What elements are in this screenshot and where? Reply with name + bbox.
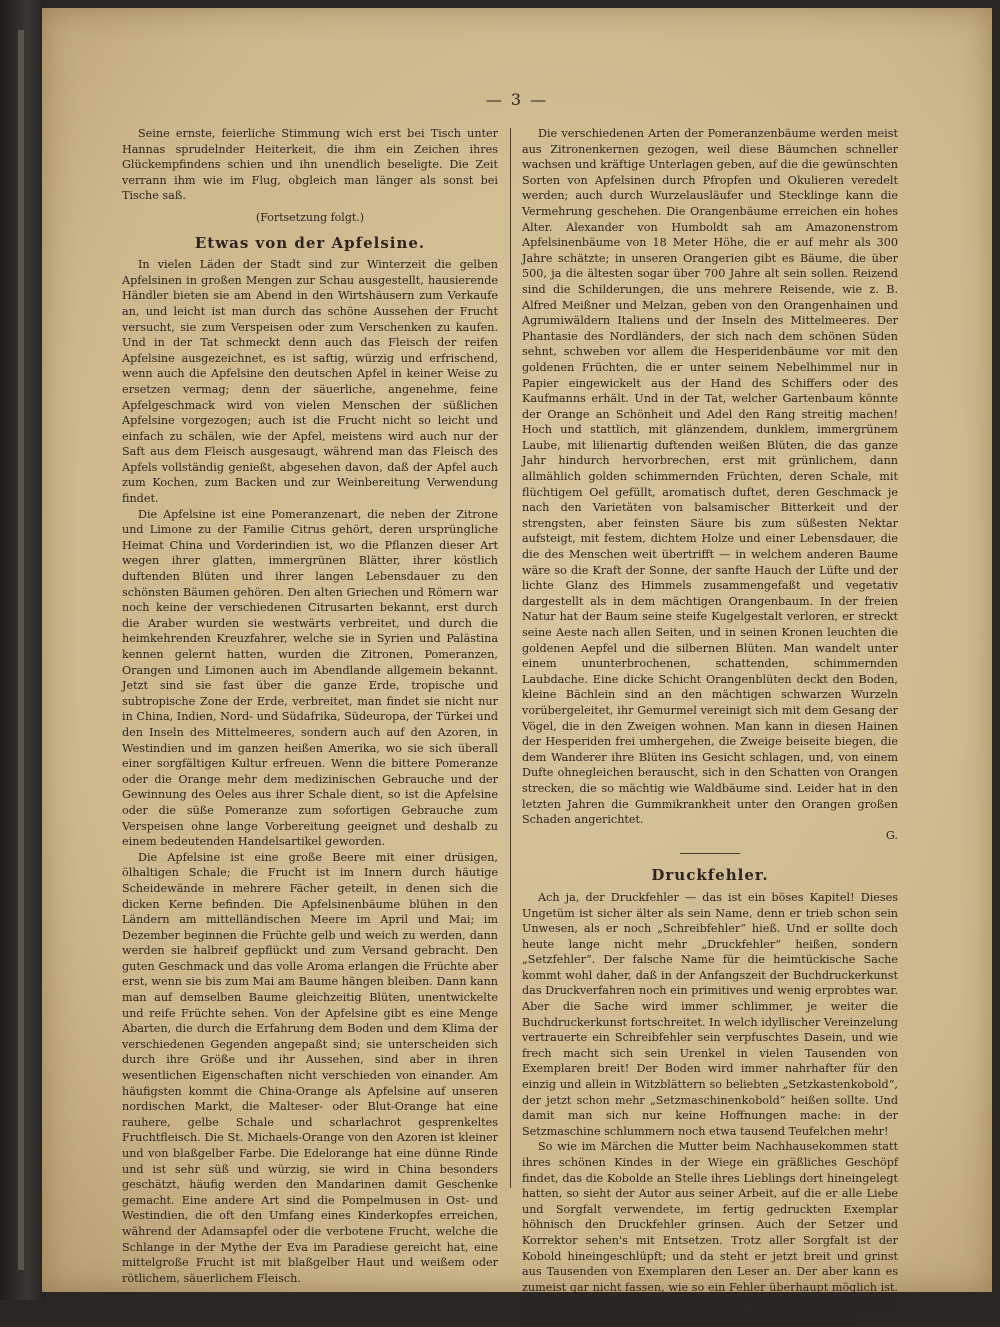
left-column [122, 126, 498, 1286]
article-title-apfelsine: Etwas von der Apfelsine. [194, 233, 426, 252]
article-paragraph: Die Apfelsine ist eine Pomeranzenart, die neben der Zitrone und Limone zu der Familie Citrus gehört, deren ursprüngliche Heimat China und Vorderindien ist, wo die Pflanzen dieser Art wegen ihrer glatten, immergrünen Blätter, ihrer köstlich duftenden Blüten und ihrer langen Lebensdauer zu den schönsten Bäumen gehören. Den alten Griechen und Römern war noch keine der verschiedenen Citrusarten bekannt, erst durch die Araber wurden sie westwärts verbreitet, und durch die heimkehrenden Kreuzfahrer, welche sie in Syrien und Palästina kennen gelernt hatten, wurden die Zitronen, Pomeranzen, Orangen und Limonen auch im Abendlande allgemein bekannt. Jetzt sind sie fast über die ganze Erde, tropische und subtropische Zone der Erde, verbreitet, man findet sie nicht nur in China, Indien, Nord- und Südafrika, Südeuropa, der Türkei und den Inseln des Mittelmeeres, sondern auch auf den Azoren, in Westindien und im ganzen heißen Amerika, wo sie sich überall einer sorgfältigen Kultur erfreuen. Wenn die bittere Pomeranze oder die Orange mehr dem medizinischen Gebrauche und der Gewinnung des Oeles aus ihrer Schale dient, so ist die Apfelsine oder die süße Pomeranze zum sofortigen Gebrauche zum Verspeisen ohne lange Vorbereitung geeignet und deshalb zu einem bedeutenden Handelsartikel geworden. [122, 507, 498, 849]
article-paragraph: Die Apfelsine ist eine große Beere mit einer drüsigen, ölhaltigen Schale; die Frucht ist im Innern durch häutige Scheidewände in mehrere Fächer geteilt, in denen sich die dicken Kerne befinden. Die Apfelsinenbäume blühen in den Ländern am mittelländischen Meere im April und Mai; im Dezember beginnen die Früchte gelb und weich zu werden, dann werden sie halbreif gepflückt und zum Versand gebracht. Den guten Geschmack und das volle Aroma erlangen die Früchte aber erst, wenn sie bis zum Mai am Baume hängen bleiben. Dann kann man auf demselben Baume gleichzeitig Blüten, unentwickelte und reife Früchte sehen. Von der Apfelsine gibt es eine Menge Abarten, die durch die Erfahrung dem Boden und dem Klima der verschiedenen Gegenden angepaßt sind; sie unterscheiden sich durch ihre Größe und ihr Aussehen, sind aber in ihren wesentlichen Eigenschaften nicht verschieden von einander. Am häufigsten kommt die China-Orange als Apfelsine auf unseren nordischen Markt, die Malteser- oder Blut-Orange hat eine rauhere, gelbe Schale und scharlachrot gesprenkeltes Fruchtfleisch. Die St. Michaels-Orange von den Azoren ist kleiner und von blaßgelber Farbe. Die Edelorange hat eine dünne Rinde und ist sehr süß und würzig, sie wird in China besonders geschätzt, häufig werden den Mandarinen damit Geschenke gemacht. Eine andere Art sind die Pompelmusen in Ost- und Westindien, die oft den Umfang eines Kinderkopfes erreichen, während der Adamsapfel oder die verbotene Frucht, welche die Schlange in der Mythe der Eva im Paradiese gereicht hat, eine mittelgroße Frucht ist mit blaßgelber Haut und weißem oder rötlichem, säuerlichem Fleisch. [122, 850, 498, 1285]
page-number: — 3 — [485, 90, 549, 109]
article-paragraph: In vielen Läden der Stadt sind zur Winterzeit die gelben Apfelsinen in großen Mengen zur Schau ausgestellt, hausierende Händler bieten sie am Abend in den Wirtshäusern zum Verkaufe an, und leicht ist man durch das schöne Aussehen der Frucht versucht, sie zum Verspeisen oder zum Verschenken zu kaufen. Und in der Tat schmeckt denn auch das Fleisch der reifen Apfelsine ausgezeichnet, es ist saftig, würzig und erfrischend, wenn auch die Apfelsine den deutschen Apfel in keiner Weise zu ersetzen vermag; denn der säuerliche, angenehme, feine Apfelgeschmack wird von vielen Menschen der süßlichen Apfelsine vorgezogen; auch ist die Frucht nicht so leicht und einfach zu schälen, wie der Apfel, meistens wird auch nur der Saft aus dem Fleisch ausgesaugt, während man das Fleisch des Apfels vollständig genießt, abgesehen davon, daß der Apfel auch zum Kochen, zum Backen und zur Weinbereitung Verwendung findet. [122, 258, 498, 506]
continued-note: (Fortsetzung folgt.) [255, 210, 365, 224]
binding-edge [18, 30, 24, 1270]
article-paragraph: Ach ja, der Druckfehler — das ist ein böses Kapitel! Dieses Ungetüm ist sicher älter als sein Name, denn er trieb schon sein Unwesen, als er noch „Schreibfehler“ hieß. Und er sollte doch heute lange nicht mehr „Druckfehler“ heißen, sondern „Setzfehler“. Der falsche Name für die heimtückische Sache kommt wohl daher, daß in der Anfangszeit der Buchdruckerkunst das Druckverfahren noch ein primitives und wenig erprobtes war. Aber die Sache wird immer schlimmer, je weiter die Buchdruckerkunst fortschreitet. In welch idyllischer Vereinzelung vertrauerte ein Schreibfehler sein verpfuschtes Dasein, und wie frech macht sich sein Urenkel in vielen Tausenden von Exemplaren breit! Der Boden wird immer nahrhafter für den einzig und allein in Witzblättern so beliebten „Setzkastenkobold“, der jetzt schon mehr „Setzmaschinenkobold“ heißen sollte. Und damit man sich nur keine Hoffnungen mache: in der Setzmaschine schlummern noch etwa tausend Teufelchen mehr! [522, 890, 898, 1138]
article-paragraph: Die verschiedenen Arten der Pomeranzenbäume werden meist aus Zitronenkernen gezogen, weil diese Bäumchen schneller wachsen und kräftige Unterlagen geben, auf die die gewünschten Sorten von Apfelsinen durch Pfropfen und Okulieren veredelt werden; auch durch Wurzelausläufer und Stecklinge kann die Vermehrung geschehen. Die Orangenbäume erreichen ein hohes Alter. Alexander von Humboldt sah am Amazonenstrom Apfelsinenbäume von 18 Meter Höhe, die er auf mehr als 300 Jahre schätzte; in unseren Orangerien gibt es Bäume, die über 500, ja die ältesten sogar über 700 Jahre alt sein sollen. Reizend sind die Schilderungen, die uns mehrere Reisende, wie z. B. Alfred Meißner und Melzan, geben von den Orangenhainen und Agrumiwäldern Italiens und der Inseln des Mittelmeeres. Der Phantasie des Nordländers, der sich nach dem schönen Süden sehnt, schweben vor allem die Hesperidenbäume vor mit den goldenen Früchten, die er unter seinem Nebelhimmel nur in Papier eingewickelt aus der Hand des Schiffers oder des Kaufmanns erhält. Und in der Tat, welcher Gartenbaum könnte der Orange an Schönheit und Adel den Rang streitig machen! Hoch und stattlich, mit glänzendem, dunklem, immergrünem Laube, mit lilienartig duftenden weißen Blüten, die das ganze Jahr hindurch hervorbrechen, erst mit grünlichem, dann allmählich golden schimmernden Früchten, deren Schale, mit flüchtigem Oel gefüllt, aromatisch duftet, deren Geschmack je nach den Varietäten von balsamischer Bitterkeit und der strengsten, aber feinsten Säure bis zum süßesten Nektar aufsteigt, mit festem, dichtem Holze und einer Lebensdauer, die die des Menschen weit übertrifft — in welchem anderen Baume wäre so die Kraft der Sonne, der sanfte Hauch der Lüfte und der lichte Glanz des Himmels zusammengefaßt und vegetativ dargestellt als in dem mächtigen Orangenbaum. In der freien Natur hat der Baum seine steife Kugelgestalt verloren, er streckt seine Aeste nach allen Seiten, und in seinen Kronen leuchten die goldenen Aepfel und die silbernen Blüten. Man wandelt unter einem ununterbrochenen, schattenden, schimmernden Laubdache. Eine dicke Schicht Orangenblüten deckt den Boden, kleine Bächlein sind an den mächtigen schwarzen Wurzeln vorübergeleitet, ihr Gemurmel vereinigt sich mit dem Gesang der Vögel, die in den Zweigen wohnen. Man kann in diesen Hainen der Hesperiden frei umhergehen, die Zweige beiseite biegen, die dem Wanderer ihre Blüten ins Gesicht schlagen, und, von einem Dufte ohnegleichen berauscht, sich in den Schatten von Orangen strecken, die so mächtig wie Waldbäume sind. Leider hat in den letzten Jahren die Gummikrankheit unter den Orangen großen Schaden angerichtet. [522, 127, 898, 827]
column-divider [510, 128, 511, 1188]
article-signature: G. [885, 828, 898, 842]
article-paragraph: So wie im Märchen die Mutter beim Nachhausekommen statt ihres schönen Kindes in der Wiege ein gräßliches Geschöpf findet, das die Kobolde an Stelle ihres Lieblings dort hineingelegt hatten, so sieht der Autor aus seiner Arbeit, auf die er alle Liebe und Sorgfalt verwendete, im fertig gedruckten Exemplar höhnisch den Druckfehler grinsen. Auch der Setzer und Korrektor sehen's mit Entsetzen. Trotz aller Sorgfalt ist der Kobold hineingeschlüpft; und da steht er jetzt breit und grinst aus Tausenden von Exemplaren den Leser an. Der aber kann es zumeist gar nicht fassen, wie so ein Fehler überhaupt möglich ist. Aber auch Autor, Setzer und Korrektor greifen sich an den Kopf. Und fast täglich wiederholt sich diese traurige Geschichte; [522, 1140, 898, 1325]
article-separator [680, 853, 740, 854]
book-binding [0, 0, 46, 1300]
article-title-druckfehler: Druckfehler. [651, 866, 769, 885]
right-column [522, 126, 898, 1327]
continuation-paragraph: Seine ernste, feierliche Stimmung wich erst bei Tisch unter Hannas sprudelnder Heiterkeit, die ihm ein Zeichen ihres Glückempfindens schien und ihn unendlich beseligte. Die Zeit verrann ihm wie im Flug, obgleich man länger als sonst bei Tische saß. [122, 127, 498, 203]
newspaper-page [42, 8, 992, 1325]
